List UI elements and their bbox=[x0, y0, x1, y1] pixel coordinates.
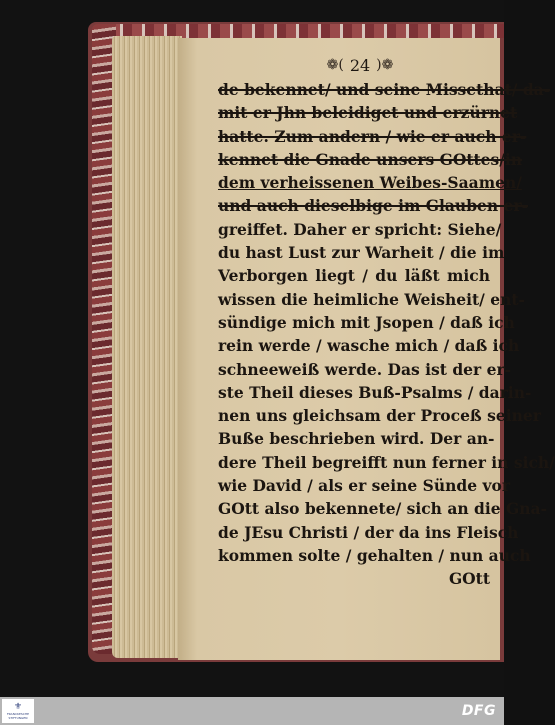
page-stack bbox=[112, 36, 182, 658]
page-text bbox=[218, 78, 555, 591]
text-line: wie David / als er seine Sünde vor bbox=[218, 476, 510, 496]
text-line: GOtt also bekennete/ sich an die Gna- bbox=[218, 499, 548, 519]
text-line: nen uns gleichsam der Proceß seiner bbox=[218, 406, 541, 426]
text-line: ste Theil dieses Buß-Psalms / darin- bbox=[218, 382, 532, 402]
text-line: rein werde / wasche mich / daß ich bbox=[218, 336, 520, 356]
text-line: schneeweiß werde. Das ist der er- bbox=[218, 359, 512, 379]
seal-icon: ⚜ bbox=[13, 702, 23, 712]
text-line: wissen die heimliche Weisheit/ ent- bbox=[218, 289, 525, 309]
text-line: hatte. Zum andern / wie er auch er- bbox=[218, 126, 527, 146]
text-line: kommen solte / gehalten / nun auch bbox=[218, 545, 531, 565]
viewer-footer-bar bbox=[0, 697, 504, 725]
text-line: mit er Jhn beleidiget und erzürnet bbox=[218, 103, 518, 123]
text-line: de bekennet/ und seine Missethat/ da- bbox=[218, 80, 551, 99]
page-number: 24 bbox=[349, 55, 371, 75]
text-line: Buße beschrieben wird. Der an- bbox=[218, 429, 495, 449]
text-line: du hast Lust zur Warheit / die im bbox=[218, 243, 505, 263]
text-line: dere Theil begreifft nun ferner in sich/ bbox=[218, 452, 555, 472]
text-line: greiffet. Daher er spricht: Siehe/ bbox=[218, 219, 502, 239]
logo-text: FRANCKESCHE STIFTUNGEN bbox=[6, 712, 30, 720]
text-line: kennet die Gnade unsers GOttes/in bbox=[218, 149, 523, 169]
ornament-right-icon: )❁ bbox=[376, 57, 394, 73]
text-line: und auch dieselbige im Glauben er- bbox=[218, 196, 529, 216]
institution-logo[interactable] bbox=[2, 699, 34, 723]
ornament-left-icon: ❁( bbox=[326, 57, 344, 73]
text-line: dem verheissenen Weibes-Saamen/ bbox=[218, 173, 522, 193]
text-line: GOtt bbox=[448, 569, 490, 589]
text-line: Verborgen liegt / du läßt mich bbox=[218, 266, 490, 286]
dfg-logo[interactable]: DFG bbox=[461, 703, 496, 719]
text-line: de JEsu Christi / der da ins Fleisch bbox=[218, 522, 519, 542]
page-header bbox=[300, 54, 420, 76]
text-line: sündige mich mit Jsopen / daß ich bbox=[218, 312, 515, 332]
